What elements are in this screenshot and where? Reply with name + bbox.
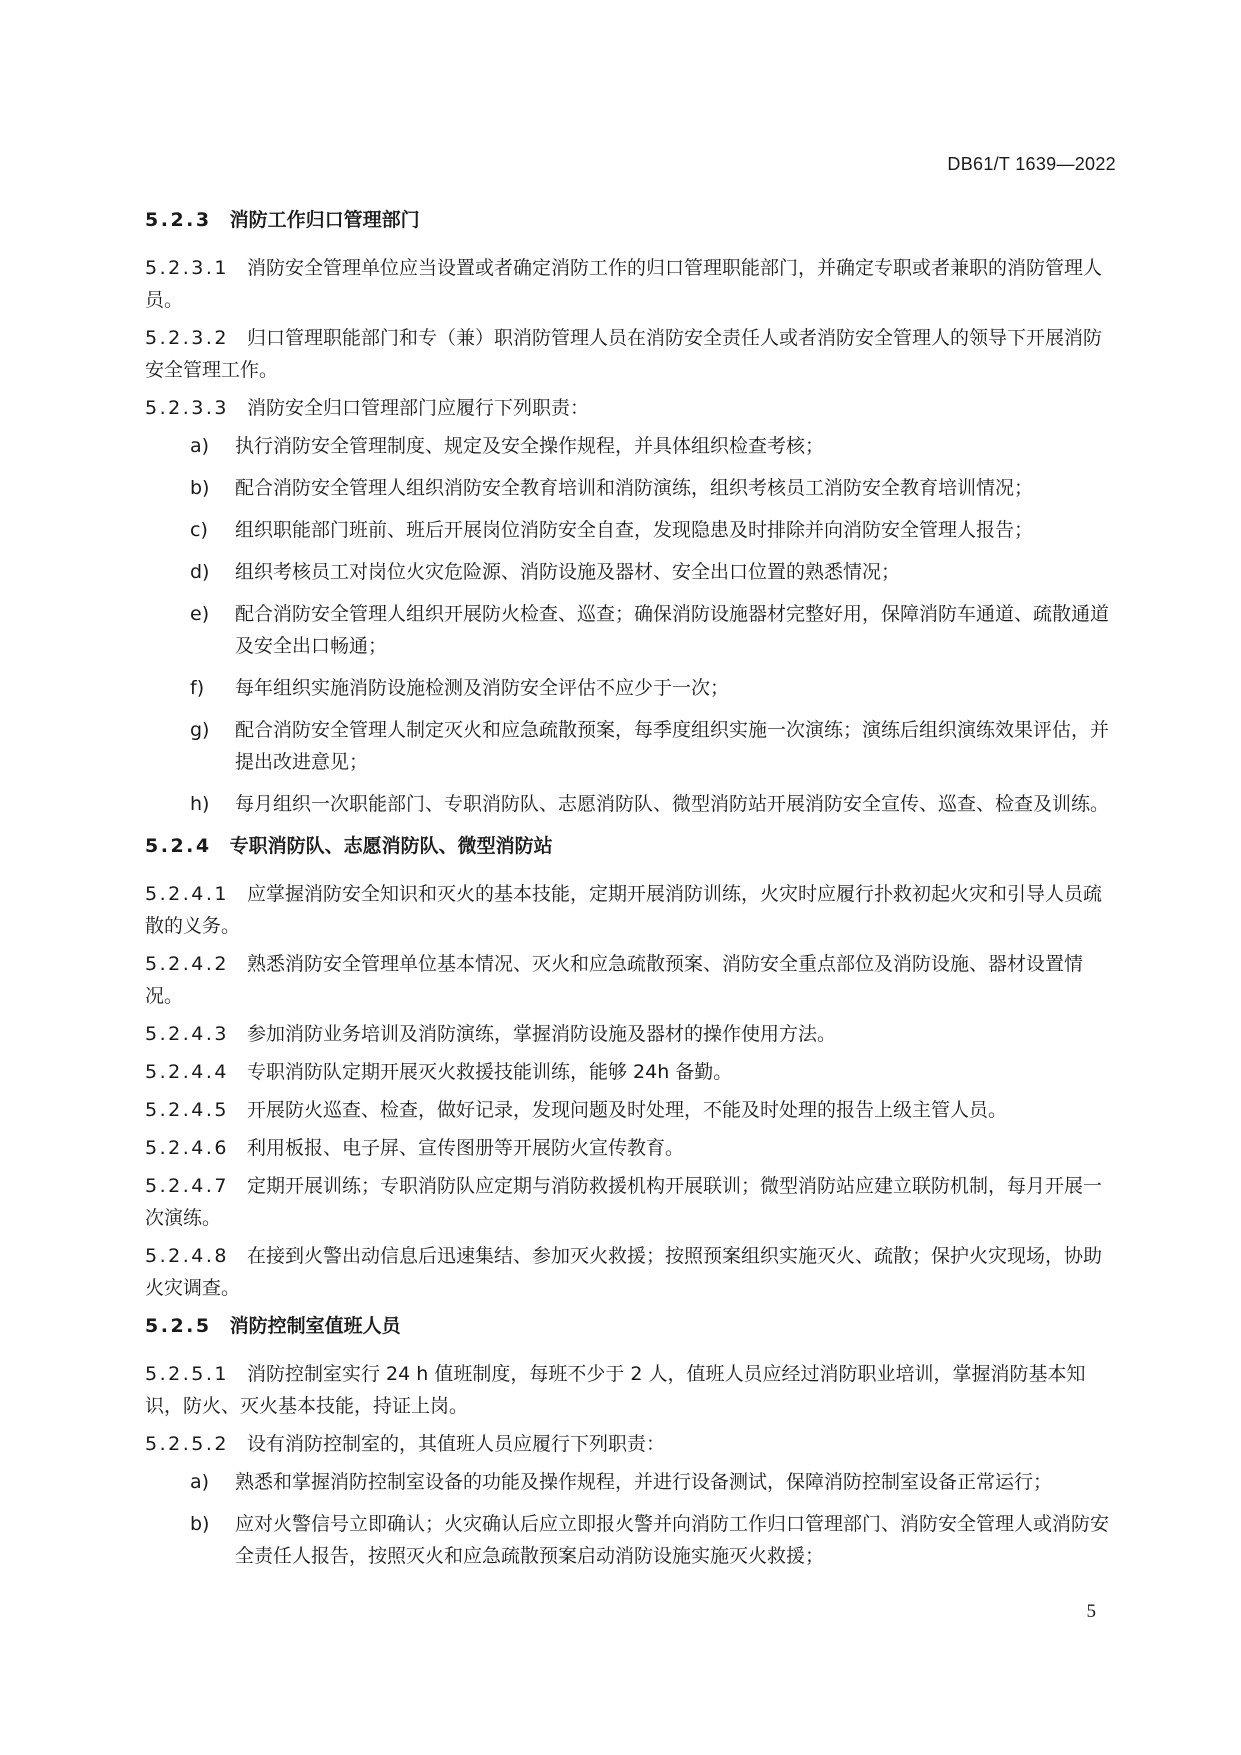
list-marker: e) [190, 603, 210, 625]
list-item-text: 熟悉和掌握消防控制室设备的功能及操作规程，并进行设备测试，保障消防控制室设备正常运行； [235, 1471, 1053, 1493]
list-item-text: 组织考核员工对岗位火灾危险源、消防设施及器材、安全出口位置的熟悉情况； [235, 561, 901, 583]
section-number: 5.2.4 [145, 835, 212, 857]
list-marker: a) [190, 435, 210, 457]
clause [145, 1018, 1117, 1050]
clause [145, 1428, 1117, 1460]
list-marker: b) [190, 1513, 210, 1535]
list-item [145, 556, 1117, 588]
document-body [145, 198, 1117, 1582]
list-item [145, 472, 1117, 504]
clause-number: 5.2.4.7 [145, 1175, 229, 1197]
clause-text: 归口管理职能部门和专（兼）职消防管理人员在消防安全责任人或者消防安全管理人的领导下开展消防安全管理工作。 [145, 327, 1102, 381]
clause-number: 5.2.4.4 [145, 1061, 229, 1083]
list-item-text: 配合消防安全管理人组织消防安全教育培训和消防演练，组织考核员工消防安全教育培训情况； [235, 477, 1034, 499]
clause [145, 878, 1117, 942]
list-marker: a) [190, 1471, 210, 1493]
clause-text: 定期开展训练；专职消防队应定期与消防救援机构开展联训；微型消防站应建立联防机制，每月开展一次演练。 [145, 1175, 1102, 1229]
clause [145, 252, 1117, 316]
clause-number: 5.2.3.3 [145, 397, 229, 419]
list-item-text: 配合消防安全管理人组织开展防火检查、巡查；确保消防设施器材完整好用，保障消防车通道、疏散通道及安全出口畅通； [235, 603, 1110, 657]
list-item [145, 1466, 1117, 1498]
section-heading [145, 204, 1117, 236]
clause-number: 5.2.3.2 [145, 327, 229, 349]
list-item [145, 788, 1117, 820]
section-heading [145, 1310, 1117, 1342]
clause-number: 5.2.4.1 [145, 883, 229, 905]
list-marker: g) [190, 719, 210, 741]
list-item-text: 每月组织一次职能部门、专职消防队、志愿消防队、微型消防站开展消防安全宣传、巡查、检查及训练。 [235, 793, 1110, 815]
section-number: 5.2.5 [145, 1315, 212, 1337]
section-heading [145, 830, 1117, 862]
list-item-text: 配合消防安全管理人制定灭火和应急疏散预案，每季度组织实施一次演练；演练后组织演练效果评估，并提出改进意见； [235, 719, 1110, 773]
list-item [145, 598, 1117, 662]
clause-text: 利用板报、电子屏、宣传图册等开展防火宣传教育。 [246, 1137, 684, 1159]
section-title: 消防工作归口管理部门 [229, 209, 420, 231]
clause [145, 1094, 1117, 1126]
section-title: 消防控制室值班人员 [229, 1315, 401, 1337]
clause-text: 消防安全管理单位应当设置或者确定消防工作的归口管理职能部门，并确定专职或者兼职的消防管理人员。 [145, 257, 1102, 311]
clause [145, 1358, 1117, 1422]
clause-number: 5.2.4.5 [145, 1099, 229, 1121]
section-number: 5.2.3 [145, 209, 212, 231]
clause-number: 5.2.4.6 [145, 1137, 229, 1159]
clause-number: 5.2.5.1 [145, 1363, 229, 1385]
clause [145, 1132, 1117, 1164]
clause [145, 948, 1117, 1012]
clause-text: 应掌握消防安全知识和灭火的基本技能，定期开展消防训练，火灾时应履行扑救初起火灾和引导人员疏散的义务。 [145, 883, 1102, 937]
clause [145, 1170, 1117, 1234]
clause-number: 5.2.4.8 [145, 1245, 229, 1267]
clause-text: 熟悉消防安全管理单位基本情况、灭火和应急疏散预案、消防安全重点部位及消防设施、器材设置情况。 [145, 953, 1083, 1007]
clause-text: 在接到火警出动信息后迅速集结、参加灭火救援；按照预案组织实施灭火、疏散；保护火灾现场，协助火灾调查。 [145, 1245, 1102, 1299]
list-item-text: 每年组织实施消防设施检测及消防安全评估不应少于一次； [235, 677, 730, 699]
list-item-text: 组织职能部门班前、班后开展岗位消防安全自查，发现隐患及时排除并向消防安全管理人报告； [235, 519, 1034, 541]
list-marker: b) [190, 477, 210, 499]
list-marker: d) [190, 561, 210, 583]
clause-text: 消防安全归口管理部门应履行下列职责： [246, 397, 589, 419]
document-id: DB61/T 1639—2022 [947, 154, 1116, 174]
clause [145, 392, 1117, 424]
clause-text: 消防控制室实行 24 h 值班制度，每班不少于 2 人，值班人员应经过消防职业培训，掌握消防基本知识，防火、灭火基本技能，持证上岗。 [145, 1363, 1086, 1417]
clause-number: 5.2.3.1 [145, 257, 229, 279]
clause-number: 5.2.4.3 [145, 1023, 229, 1045]
list-item [145, 430, 1117, 462]
clause-text: 设有消防控制室的，其值班人员应履行下列职责： [246, 1433, 665, 1455]
list-item [145, 672, 1117, 704]
clause-text: 专职消防队定期开展灭火救援技能训练，能够 24h 备勤。 [246, 1061, 733, 1083]
clause-number: 5.2.4.2 [145, 953, 229, 975]
clause [145, 1240, 1117, 1304]
list-item-text: 应对火警信号立即确认；火灾确认后应立即报火警并向消防工作归口管理部门、消防安全管理人或消防安全责任人报告，按照灭火和应急疏散预案启动消防设施实施灭火救援； [235, 1513, 1110, 1567]
list-item [145, 1508, 1117, 1572]
clause [145, 322, 1117, 386]
list-item [145, 514, 1117, 546]
list-item [145, 714, 1117, 778]
clause-text: 参加消防业务培训及消防演练，掌握消防设施及器材的操作使用方法。 [246, 1023, 836, 1045]
list-marker: f) [190, 677, 205, 699]
list-marker: h) [190, 793, 210, 815]
clause-number: 5.2.5.2 [145, 1433, 229, 1455]
section-title: 专职消防队、志愿消防队、微型消防站 [229, 835, 553, 857]
list-item-text: 执行消防安全管理制度、规定及安全操作规程，并具体组织检查考核； [235, 435, 825, 457]
clause-text: 开展防火巡查、检查，做好记录，发现问题及时处理，不能及时处理的报告上级主管人员。 [246, 1099, 1007, 1121]
clause [145, 1056, 1117, 1088]
list-marker: c) [190, 519, 208, 541]
page-number: 5 [1086, 1601, 1096, 1622]
